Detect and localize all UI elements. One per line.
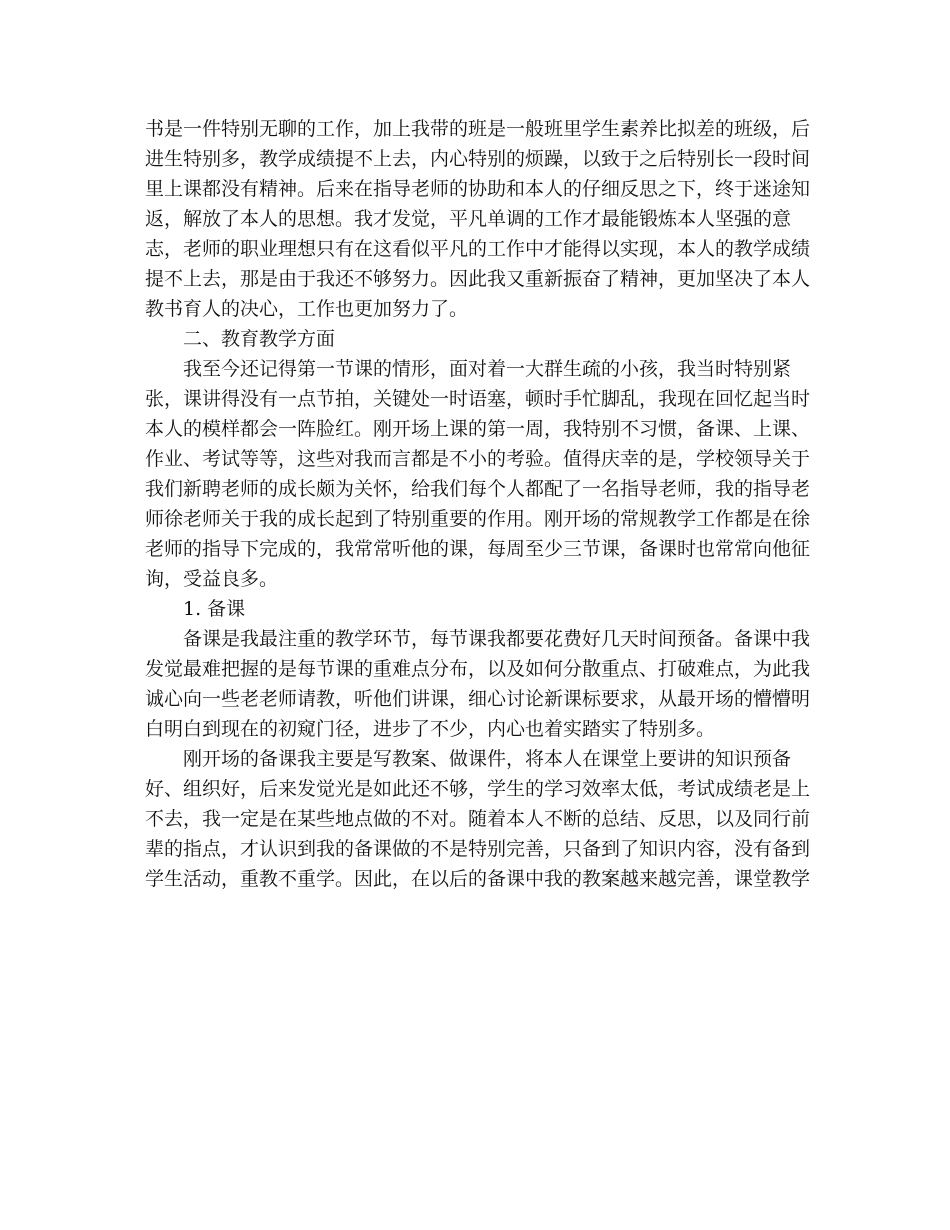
- document-body: [145, 114, 811, 894]
- text-line: 书是一件特别无聊的工作，加上我带的班是一般班里学生素养比拟差的班级，后: [145, 118, 811, 140]
- text-line: 里上课都没有精神。后来在指导老师的协助和本人的仔细反思之下，终于迷途知: [145, 178, 811, 200]
- text-line: 本人的模样都会一阵脸红。刚开场上课的第一周，我特别不习惯，备课、上课、: [145, 418, 811, 440]
- text-line: 备课是我最注重的教学环节，每节课我都要花费好几天时间预备。备课中我: [145, 628, 811, 650]
- text-line: 刚开场的备课我主要是写教案、做课件，将本人在课堂上要讲的知识预备: [145, 748, 792, 770]
- text-line: 作业、考试等等，这些对我而言都是不小的考验。值得庆幸的是，学校领导关于: [145, 448, 811, 470]
- heading-text: 二、教育教学方面: [183, 328, 336, 350]
- text-line: 辈的指点，才认识到我的备课做的不是特别完善，只备到了知识内容，没有备到: [145, 838, 811, 860]
- paragraph: [145, 624, 811, 744]
- text-line: 发觉最难把握的是每节课的重难点分布，以及如何分散重点、打破难点，为此我: [145, 658, 811, 680]
- heading-text: 1. 备课: [183, 598, 246, 620]
- section-heading: [145, 324, 805, 354]
- text-line: 教书育人的决心，工作也更加努力了。: [145, 298, 469, 320]
- text-line: 询，受益良多。: [145, 568, 279, 590]
- text-line: 张，课讲得没有一点节拍，关键处一时语塞，顿时手忙脚乱，我现在回忆起当时: [145, 388, 811, 410]
- text-line: 诚心向一些老老师请教，听他们讲课，细心讨论新课标要求，从最开场的懵懵明: [145, 688, 811, 710]
- text-line: 老师的指导下完成的，我常常听他的课，每周至少三节课，备课时也常常向他征: [145, 538, 811, 560]
- text-line: 不去，我一定是在某些地点做的不对。随着本人不断的总结、反思，以及同行前: [145, 808, 811, 830]
- text-line: 进生特别多，教学成绩提不上去，内心特别的烦躁，以致于之后特别长一段时间: [145, 148, 811, 170]
- text-line: 白明白到现在的初窥门径，进步了不少，内心也着实踏实了特别多。: [145, 718, 716, 740]
- section-heading: [145, 594, 805, 624]
- text-line: 志，老师的职业理想只有在这看似平凡的工作中才能得以实现，本人的教学成绩: [145, 238, 811, 260]
- text-line: 提不上去，那是由于我还不够努力。因此我又重新振奋了精神，更加坚决了本人: [145, 268, 811, 290]
- text-line: 好、组织好，后来发觉光是如此还不够，学生的学习效率太低，考试成绩老是上: [145, 778, 811, 800]
- paragraph: [145, 114, 811, 324]
- text-line: 返，解放了本人的思想。我才发觉，平凡单调的工作才最能锻炼本人坚强的意: [145, 208, 792, 230]
- text-line: 师徐老师关于我的成长起到了特别重要的作用。刚开场的常规教学工作都是在徐: [145, 508, 811, 530]
- text-line: 我至今还记得第一节课的情形，面对着一大群生疏的小孩，我当时特别紧: [145, 358, 792, 380]
- paragraph: [145, 744, 811, 894]
- text-line: 学生活动，重教不重学。因此，在以后的备课中我的教案越来越完善，课堂教学: [145, 868, 811, 890]
- text-line: 我们新聘老师的成长颇为关怀，给我们每个人都配了一名指导老师，我的指导老: [145, 478, 811, 500]
- paragraph: [145, 354, 811, 594]
